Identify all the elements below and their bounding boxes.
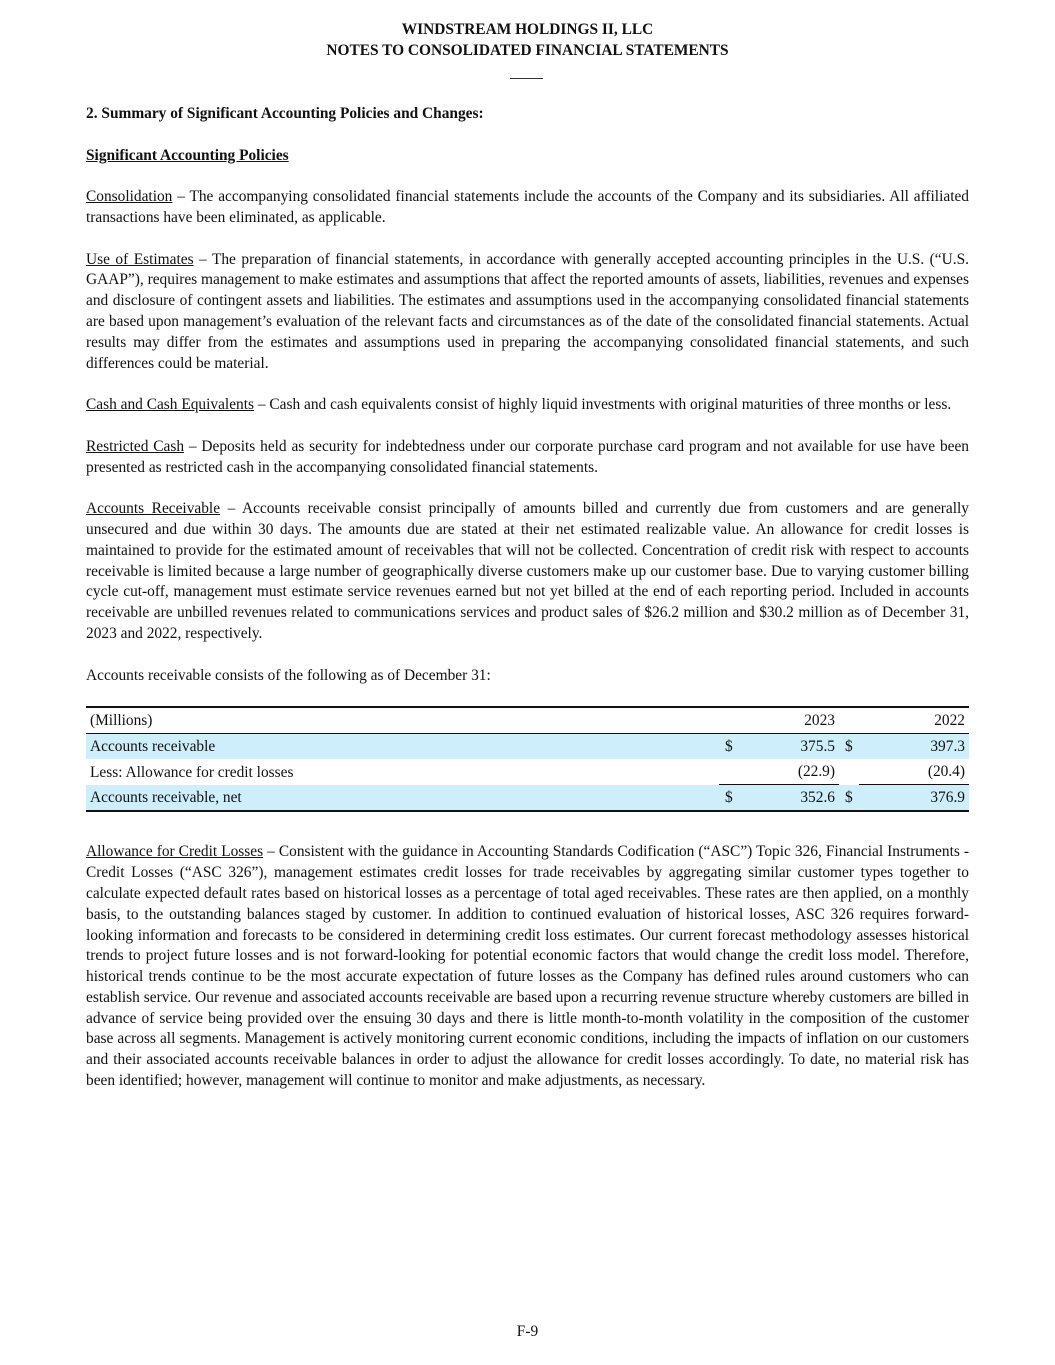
table-row: [86, 734, 969, 760]
estimates-text: – The preparation of financial statements, in accordance with generally accepted accounting principles in the U.S. (“U.S. GAAP”), requires management to make estimates and assumptions that affect the reported amounts of assets, liabilities, revenues and expenses and disclosure of contingent assets and liabilities. The estimates and assumptions used in the accompanying consolidated financial statements are based upon management’s evaluation of the relevant facts and circumstances as of the date of the consolidated financial statements. Actual results may differ from the estimates and assumptions used in preparing the accompanying consolidated financial statements, and such differences could be material.: [86, 250, 969, 372]
allowance-term: Allowance for Credit Losses: [86, 843, 264, 861]
cash-term: Cash and Cash Equivalents: [86, 396, 254, 414]
restricted-cash-paragraph: [86, 437, 969, 479]
header-2022: 2022: [859, 707, 969, 734]
section-subheading: Significant Accounting Policies: [86, 146, 289, 164]
currency-symbol: [719, 759, 739, 785]
table-row: [86, 785, 969, 812]
estimates-term: Use of Estimates: [86, 250, 194, 268]
receivable-term: Accounts Receivable: [86, 500, 221, 518]
consolidation-term: Consolidation: [86, 188, 173, 206]
currency-symbol: $: [839, 785, 859, 812]
value-2023: 352.6: [739, 785, 839, 812]
estimates-paragraph: [86, 250, 969, 375]
value-2022: 397.3: [859, 734, 969, 760]
header-2023: 2023: [739, 707, 839, 734]
currency-symbol: $: [719, 785, 739, 812]
value-2022: (20.4): [859, 759, 969, 785]
section-heading: 2. Summary of Significant Accounting Policies and Changes:: [86, 105, 484, 122]
cash-text: – Cash and cash equivalents consist of highly liquid investments with original maturities of three months or less.: [254, 396, 952, 414]
receivable-paragraph: [86, 499, 969, 645]
restricted-cash-term: Restricted Cash: [86, 437, 185, 455]
allowance-text: – Consistent with the guidance in Accounting Standards Codification (“ASC”) Topic 326, Financial Instruments - Credit Losses (“ASC 326”), management estimates credit losses for trade receivables by aggregating similar customer types together to calculate expected default rates based on historical losses as a percentage of total aged receivables. These rates are then applied, on a monthly basis, to the outstanding balances staged by customer. In addition to continued evaluation of historical losses, ASC 326 requires forward-looking information and forecasts to be considered in determining credit loss estimates. Our current forecast methodology assesses historical trends to project future losses and is not forward-looking for potential economic factors that would change the credit loss model. Therefore, historical trends continue to be the most accurate expectation of future losses as the Company has defined rules around customers who can establish service. Our revenue and associated accounts receivable are based upon a recurring revenue structure whereby customers are billed in advance of service being provided over the ensuing 30 days and there is little month-to-month volatility in the composition of the customer base across all segments. Management is actively monitoring current economic conditions, including the impacts of inflation on our customers and their associated accounts receivable balances in order to adjust the allowance for credit losses accordingly. To date, no material risk has been identified; however, management will continue to monitor and make adjustments, as necessary.: [86, 843, 969, 1090]
value-2023: 375.5: [739, 734, 839, 760]
document-title: NOTES TO CONSOLIDATED FINANCIAL STATEMENTS: [326, 41, 729, 59]
currency-symbol: $: [839, 734, 859, 760]
page-header: [0, 20, 1055, 61]
header-divider: [510, 78, 543, 79]
allowance-paragraph: [86, 842, 969, 1092]
value-2023: (22.9): [739, 759, 839, 785]
row-label: Accounts receivable: [86, 734, 719, 760]
table-intro: Accounts receivable consists of the following as of December 31:: [86, 666, 491, 684]
row-label: Less: Allowance for credit losses: [90, 763, 294, 781]
cash-paragraph: [86, 395, 969, 416]
consolidation-text: – The accompanying consolidated financial statements include the accounts of the Company and its subsidiaries. All affiliated transactions have been eliminated, as applicable.: [86, 188, 969, 226]
restricted-cash-text: – Deposits held as security for indebtedness under our corporate purchase card program and not available for use have been presented as restricted cash in the accompanying consolidated financial statements.: [86, 437, 969, 476]
receivables-table: [86, 706, 969, 812]
table-row: [86, 759, 969, 785]
consolidation-paragraph: [86, 187, 969, 229]
table-header-row: [86, 707, 969, 734]
company-name: WINDSTREAM HOLDINGS II, LLC: [401, 21, 654, 38]
value-2022: 376.9: [859, 785, 969, 812]
row-label: Accounts receivable, net: [86, 785, 719, 812]
page-number: F-9: [516, 1323, 539, 1340]
receivable-text: – Accounts receivable consist principally of amounts billed and currently due from customers and are generally unsecured and due within 30 days. The amounts due are stated at their net estimated realizable value. An allowance for credit losses is maintained to provide for the estimated amount of receivables that will not be collected. Concentration of credit risk with respect to accounts receivable is limited because a large number of geographically diverse customers make up our customer base. Due to varying customer billing cycle cut-off, management must estimate service revenues earned but not yet billed at the end of each reporting period. Included in accounts receivable are unbilled revenues related to communications services and product sales of $26.2 million and $30.2 million as of December 31, 2023 and 2022, respectively.: [86, 500, 969, 642]
currency-symbol: $: [719, 734, 739, 760]
header-label: (Millions): [86, 707, 719, 734]
notes-body: [86, 104, 969, 1092]
